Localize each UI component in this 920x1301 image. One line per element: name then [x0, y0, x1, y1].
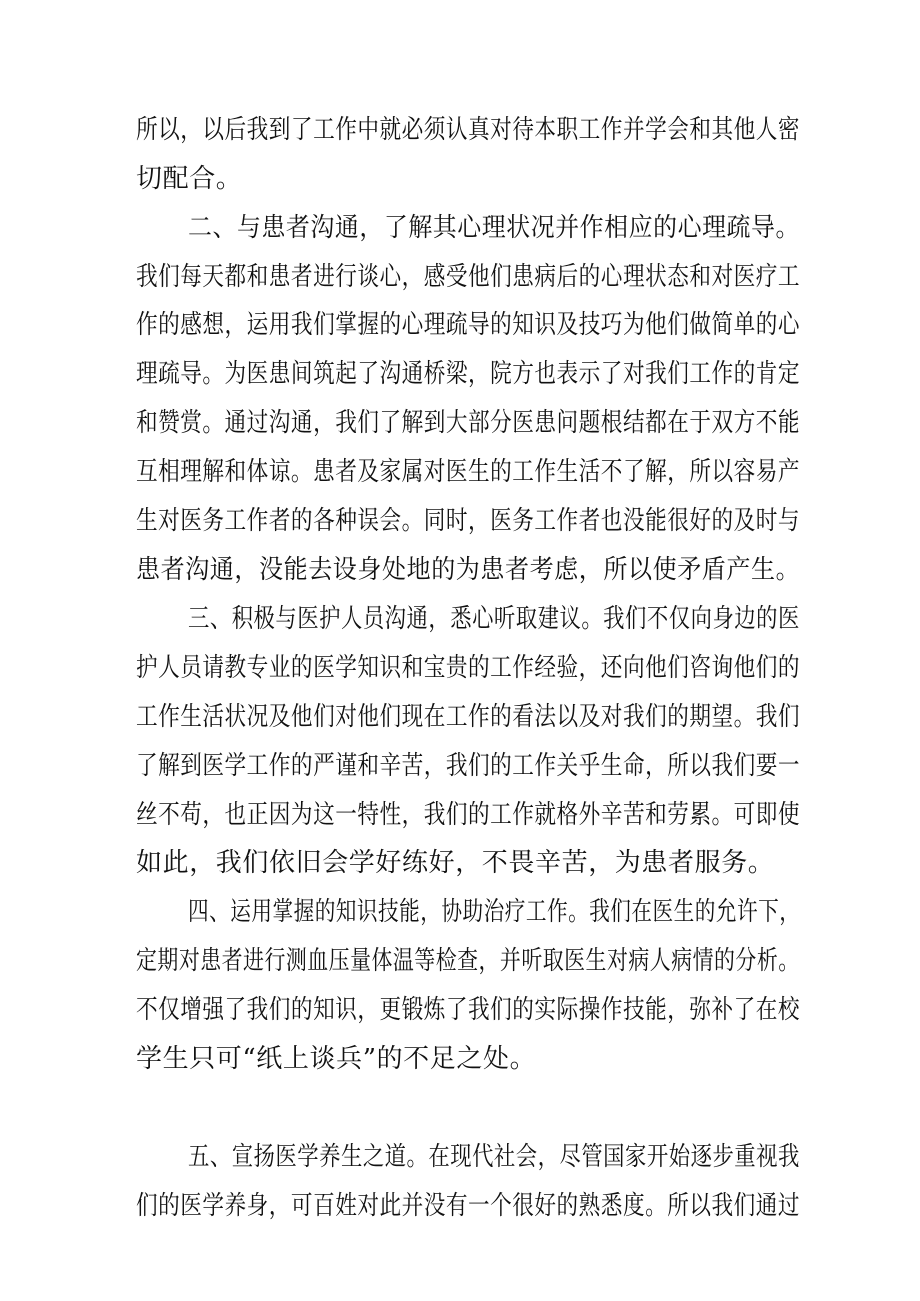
- text-line: 互相理解和体谅。患者及家属对医生的工作生活不了解，所以容易产: [136, 457, 801, 487]
- text-line: 了解到医学工作的严谨和辛苦，我们的工作关乎生命，所以我们要一: [136, 751, 801, 781]
- text-line: 丝不苟，也正因为这一特性，我们的工作就格外辛苦和劳累。可即使: [136, 800, 801, 830]
- text-line: 理疏导。为医患间筑起了沟通桥梁，院方也表示了对我们工作的肯定: [136, 359, 801, 389]
- text-line: 切配合。: [136, 164, 243, 194]
- text-line: 学生只可“纸上谈兵”的不足之处。: [136, 1044, 537, 1074]
- text-line: 患者沟通，没能去设身处地的为患者考虑，所以使矛盾产生。: [136, 555, 801, 585]
- text-line: 护人员请教专业的医学知识和宝贵的工作经验，还向他们咨询他们的: [136, 653, 801, 683]
- text-line: 作的感想，运用我们掌握的心理疏导的知识及技巧为他们做简单的心: [136, 310, 801, 340]
- text-line: 和赞赏。通过沟通，我们了解到大部分医患问题根结都在于双方不能: [136, 408, 801, 438]
- text-line: 生对医务工作者的各种误会。同时，医务工作者也没能很好的及时与: [136, 506, 801, 536]
- section-heading-line: 三、积极与医护人员沟通，悉心听取建议。我们不仅向身边的医: [188, 604, 800, 634]
- text-line: 定期对患者进行测血压量体温等检查，并听取医生对病人病情的分析。: [136, 946, 800, 976]
- text-line: 们的医学养身，可百姓对此并没有一个很好的熟悉度。所以我们通过: [136, 1191, 801, 1221]
- text-line: 所以，以后我到了工作中就必须认真对待本职工作并学会和其他人密: [136, 115, 801, 145]
- section-heading-line: 二、与患者沟通，了解其心理状况并作相应的心理疏导。: [188, 213, 801, 243]
- section-heading-line: 五、宣扬医学养生之道。在现代社会，尽管国家开始逐步重视我: [188, 1142, 800, 1172]
- text-line: 工作生活状况及他们对他们现在工作的看法以及对我们的期望。我们: [136, 702, 801, 732]
- text-line: 我们每天都和患者进行谈心，感受他们患病后的心理状态和对医疗工: [136, 262, 801, 292]
- text-line: 如此，我们依旧会学好练好，不畏辛苦，为患者服务。: [136, 848, 775, 878]
- section-heading-line: 四、运用掌握的知识技能，协助治疗工作。我们在医生的允许下，: [188, 897, 801, 927]
- text-line: 不仅增强了我们的知识，更锻炼了我们的实际操作技能，弥补了在校: [136, 995, 801, 1025]
